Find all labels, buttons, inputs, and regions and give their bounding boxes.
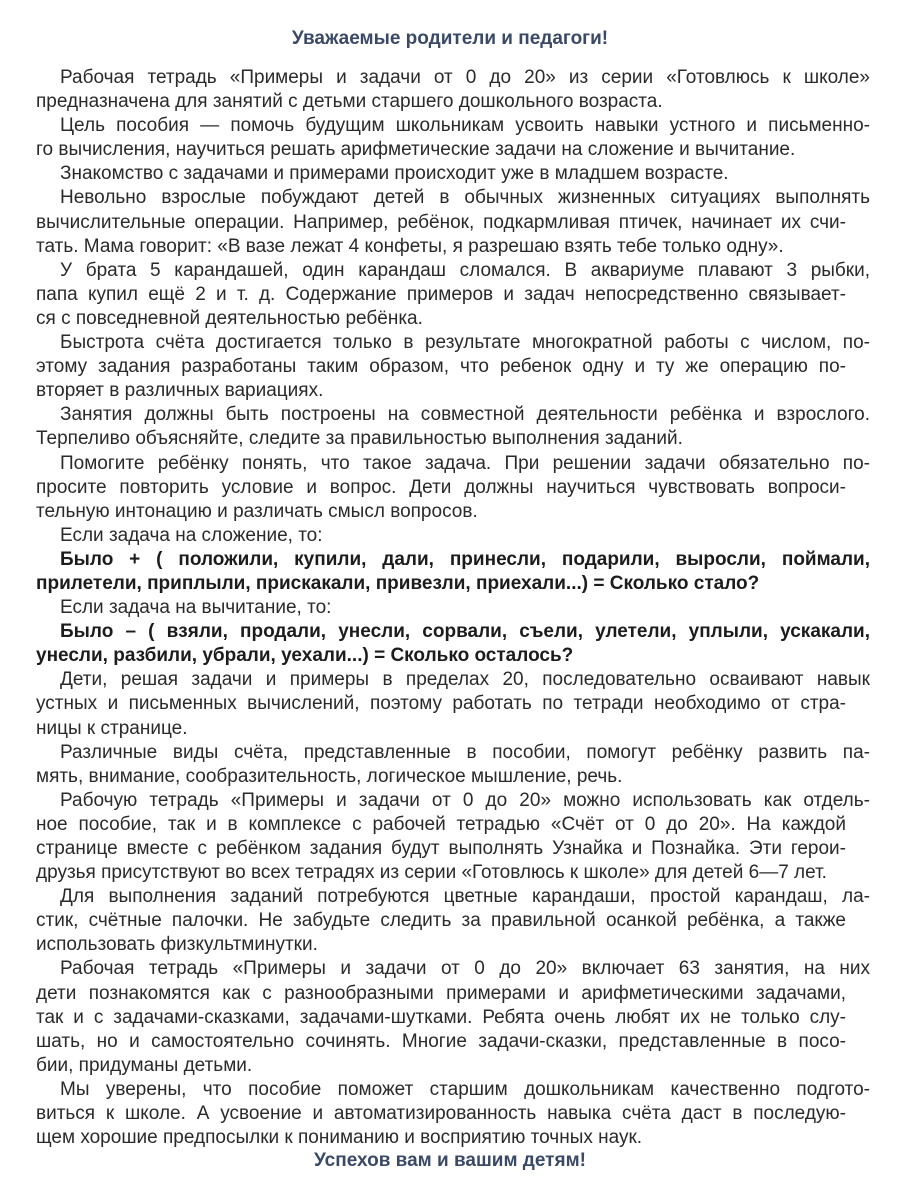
paragraph bbox=[36, 259, 870, 331]
text-line: странице вместе с ребёнком задания будут выполнять Узнайка и Познайка. Эти герои- bbox=[36, 838, 846, 859]
text-line: Знакомство с задачами и примерами происходит уже в младшем возрасте. bbox=[60, 163, 729, 185]
text-line: Цель пособия — помочь будущим школьникам усвоить навыки устного и письменно- bbox=[60, 115, 870, 137]
paragraph bbox=[36, 162, 846, 186]
text-line: Было – ( взяли, продали, унесли, сорвали, съели, улетели, уплыли, ускакали, bbox=[60, 621, 870, 643]
text-line: ся с повседневной деятельностью ребёнка. bbox=[36, 307, 423, 329]
paragraph bbox=[36, 114, 870, 162]
text-line: виться к школе. А усвоение и автоматизированность навыка счёта даст в последую- bbox=[36, 1103, 846, 1125]
text-line: ницы к странице. bbox=[36, 717, 188, 739]
text-line: Для выполнения заданий потребуются цветные карандаши, простой карандаш, ла- bbox=[60, 886, 870, 908]
page-title: Уважаемые родители и педагоги! bbox=[291, 28, 609, 49]
paragraph bbox=[36, 1078, 870, 1150]
text-line: тельную интонацию и различать смысл вопросов. bbox=[36, 500, 478, 522]
text-line: папа купил ещё 2 и т. д. Содержание примеров и задач непосредственно связывает- bbox=[36, 283, 846, 305]
text-line: бии, придуманы детьми. bbox=[36, 1054, 253, 1076]
paragraph bbox=[36, 66, 870, 114]
text-line: тать. Мама говорит: «В вазе лежат 4 конфеты, я разрешаю взять тебе только одну». bbox=[36, 235, 784, 257]
paragraph bbox=[36, 524, 846, 548]
text-line: Рабочая тетрадь «Примеры и задачи от 0 до 20» включает 63 занятия, на них bbox=[60, 958, 870, 980]
body-text bbox=[36, 66, 870, 1150]
text-line: этому задания разработаны таким образом, что ребенок одну и ту же операцию по- bbox=[36, 356, 846, 378]
text-line: вычислительные операции. Например, ребёнок, подкармливая птичек, начинает их счи- bbox=[36, 211, 846, 233]
text-line: Быстрота счёта достигается только в результате многократной работы с числом, по- bbox=[60, 332, 870, 354]
text-line: Терпеливо объясняйте, следите за правильностью выполнения заданий. bbox=[36, 428, 683, 450]
text-line: стик, счётные палочки. Не забудьте следить за правильной осанкой ребёнка, а также bbox=[36, 910, 846, 932]
text-line: Рабочая тетрадь «Примеры и задачи от 0 до 20» из серии «Готовлюсь к школе» bbox=[60, 67, 870, 88]
text-line: Дети, решая задачи и примеры в пределах 20, последовательно осваивают навык bbox=[60, 669, 870, 691]
text-line: унесли, разбили, убрали, уехали...) = Сколько осталось? bbox=[36, 645, 574, 667]
text-line: го вычисления, научиться решать арифметические задачи на сложение и вычитание. bbox=[36, 139, 796, 161]
text-line: У брата 5 карандашей, один карандаш сломался. В аквариуме плавают 3 рыбки, bbox=[60, 259, 870, 281]
text-line: щем хорошие предпосылки к пониманию и восприятию точных наук. bbox=[36, 1127, 643, 1149]
paragraph bbox=[36, 741, 870, 789]
paragraph bbox=[36, 789, 870, 885]
text-line: Если задача на сложение, то: bbox=[60, 524, 323, 546]
text-line: так и с задачами-сказками, задачами-шутками. Ребята очень любят их не только слу- bbox=[36, 1006, 846, 1028]
text-line: Мы уверены, что пособие поможет старшим дошкольникам качественно подгото- bbox=[60, 1078, 870, 1100]
text-line: Помогите ребёнку понять, что такое задача. При решении задачи обязательно по- bbox=[60, 452, 870, 474]
paragraph bbox=[36, 885, 870, 957]
text-line: Если задача на вычитание, то: bbox=[60, 597, 332, 619]
text-line: Невольно взрослые побуждают детей в обычных жизненных ситуациях выполнять bbox=[60, 187, 870, 209]
paragraph bbox=[36, 957, 870, 1077]
text-line: Рабочую тетрадь «Примеры и задачи от 0 до 20» можно использовать как отдель- bbox=[60, 789, 870, 811]
paragraph bbox=[36, 596, 846, 620]
text-line: предназначена для занятий с детьми старшего дошкольного возраста. bbox=[36, 91, 663, 113]
text-line: ное пособие, так и в комплексе с рабочей тетрадью «Счёт от 0 до 20». На каждой bbox=[36, 813, 846, 835]
text-line: Занятия должны быть построены на совместной деятельности ребёнка и взрослого. bbox=[60, 404, 870, 426]
text-line: друзья присутствуют во всех тетрадях из серии «Готовлюсь к школе» для детей 6—7 лет. bbox=[36, 862, 827, 884]
text-line: просите повторить условие и вопрос. Дети должны научиться чувствовать вопроси- bbox=[36, 476, 846, 498]
paragraph bbox=[36, 403, 870, 451]
text-line: Различные виды счёта, представленные в пособии, помогут ребёнку развить па- bbox=[60, 741, 870, 763]
text-line: дети познакомятся как с разнообразными примерами и арифметическими задачами, bbox=[36, 982, 846, 1004]
text-line: Было + ( положили, купили, дали, принесли, подарили, выросли, поймали, bbox=[60, 548, 870, 570]
paragraph bbox=[36, 186, 870, 258]
text-line: устных и письменных вычислений, поэтому работать по тетради необходимо от стра- bbox=[36, 693, 846, 715]
text-line: мять, внимание, сообразительность, логическое мышление, речь. bbox=[36, 765, 623, 787]
paragraph bbox=[36, 668, 870, 740]
paragraph bbox=[36, 452, 870, 524]
text-line: прилетели, приплыли, прискакали, привезли, приехали...) = Сколько стало? bbox=[36, 572, 760, 594]
formula-paragraph bbox=[36, 620, 870, 668]
formula-paragraph bbox=[36, 548, 870, 596]
text-line: вторяет в различных вариациях. bbox=[36, 380, 324, 402]
text-line: использовать физкультминутки. bbox=[36, 934, 318, 956]
paragraph bbox=[36, 331, 870, 403]
text-line: шать, но и самостоятельно сочинять. Многие задачи-сказки, представленные в посо- bbox=[36, 1030, 846, 1052]
closing-line: Успехов вам и вашим детям! bbox=[314, 1150, 586, 1171]
